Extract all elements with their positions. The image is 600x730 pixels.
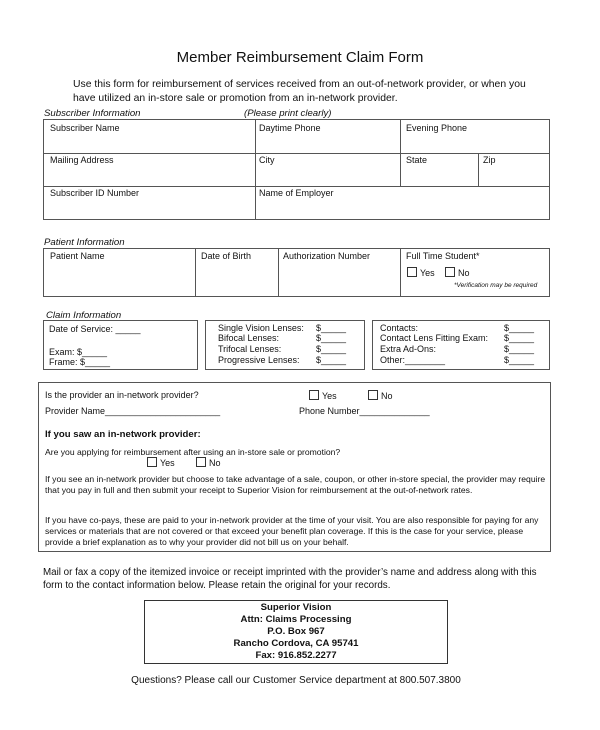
progressive-label: Progressive Lenses: [218,355,300,365]
in-network-yes-option[interactable] [309,390,337,401]
contacts-label: Contacts: [380,323,419,333]
subscriber-name-field[interactable]: Subscriber Name [50,123,120,133]
copay-explanation: If you have co-pays, these are paid to your in-network provider at the time of your visit. You are also responsible for paying for any services or materials that are not covered or that exceed your benefit plan coverage. If this is the case for your service, please provide a brief explanation as to why your provider did not bill us on your behalf. [45,515,539,547]
questions-footer: Questions? Please call our Customer Service department at 800.507.3800 [131,675,461,686]
zip-field[interactable]: Zip [483,155,496,165]
other-label[interactable]: Other:________ [380,355,446,365]
student-yes-label: Yes [420,268,435,278]
extra-addons-label: Extra Ad-Ons: [380,344,437,354]
student-no-label: No [458,268,470,278]
student-no-option[interactable] [445,267,470,278]
trifocal-amount[interactable]: $_____ [316,344,347,354]
instore-explanation: If you see an in-network provider but choose to take advantage of a sale, coupon, or other in-store special, the provider may require that you pay in full and then submit your receipt to Superior Vision for reimbursement at the out-of-network rates. [45,474,546,495]
form-title: Member Reimbursement Claim Form [176,49,424,66]
trifocal-label: Trifocal Lenses: [218,344,282,354]
patient-section-label: Patient Information [44,237,125,248]
instore-yes-checkbox[interactable] [147,457,157,467]
daytime-phone-field[interactable]: Daytime Phone [259,123,321,133]
student-no-checkbox[interactable] [445,267,455,277]
city-field[interactable]: City [259,155,275,165]
instore-yes-option[interactable] [147,457,175,468]
in-network-yes-checkbox[interactable] [309,390,319,400]
mailing-address-field[interactable]: Mailing Address [50,155,114,165]
po-box: P.O. Box 967 [267,626,325,637]
student-yes-option[interactable] [407,267,435,278]
instore-no-option[interactable] [196,457,221,468]
subscriber-id-field[interactable]: Subscriber ID Number [50,188,140,198]
subscriber-section-label: Subscriber Information [44,108,141,119]
fitting-exam-amount[interactable]: $_____ [504,333,535,343]
progressive-amount[interactable]: $_____ [316,355,347,365]
instore-question: Are you applying for reimbursement after using an in-store sale or promotion? [45,447,341,457]
bifocal-label: Bifocal Lenses: [218,333,280,343]
provider-name-field[interactable]: Provider Name_______________________ [45,406,221,416]
state-field[interactable]: State [406,155,428,165]
full-time-student-label: Full Time Student* [406,251,480,261]
in-network-no-option[interactable] [368,390,393,401]
contacts-amount[interactable]: $_____ [504,323,535,333]
patient-table [43,248,550,297]
attention-line: Attn: Claims Processing [240,614,352,625]
date-of-service-field[interactable]: Date of Service: _____ [49,324,141,334]
contacts-box [372,320,550,370]
address-box [144,600,448,664]
lenses-box [205,320,365,370]
provider-box [38,382,551,552]
extra-addons-amount[interactable]: $_____ [504,344,535,354]
fitting-exam-label: Contact Lens Fitting Exam: [380,333,489,343]
service-box [43,320,198,370]
exam-amount-field[interactable]: Exam: $_____ [49,347,108,357]
in-network-yes-label: Yes [322,391,337,401]
other-amount[interactable]: $_____ [504,355,535,365]
instore-no-checkbox[interactable] [196,457,206,467]
print-clearly-note: (Please print clearly) [244,108,332,119]
intro-text: Use this form for reimbursement of services received from an out-of-network provider, or when you have utilized an in-store sale or promotion from an in-network provider. [73,79,526,104]
in-network-question: Is the provider an in-network provider? [45,390,199,400]
instore-yes-label: Yes [160,458,175,468]
instore-no-label: No [209,458,221,468]
evening-phone-field[interactable]: Evening Phone [406,123,468,133]
claim-section-label: Claim Information [46,310,122,321]
frame-amount-field[interactable]: Frame: $_____ [49,357,111,367]
in-network-heading: If you saw an in-network provider: [45,429,201,440]
city-state-zip: Rancho Cordova, CA 95741 [233,638,359,649]
single-vision-amount[interactable]: $_____ [316,323,347,333]
verification-note: *Verification may be required [454,282,538,289]
company-name: Superior Vision [260,602,332,613]
student-yes-checkbox[interactable] [407,267,417,277]
mail-instructions: Mail or fax a copy of the itemized invoice or receipt imprinted with the provider’s name and address along with this form to the contact information below. Please retain the original for your records. [43,567,537,591]
in-network-no-label: No [381,391,393,401]
employer-field[interactable]: Name of Employer [259,188,334,198]
single-vision-label: Single Vision Lenses: [218,323,304,333]
bifocal-amount[interactable]: $_____ [316,333,347,343]
fax-number: Fax: 916.852.2277 [255,650,337,661]
patient-name-field[interactable]: Patient Name [50,251,105,261]
provider-phone-field[interactable]: Phone Number______________ [299,406,430,416]
in-network-no-checkbox[interactable] [368,390,378,400]
subscriber-table [43,119,550,220]
authorization-number-field[interactable]: Authorization Number [283,251,371,261]
date-of-birth-field[interactable]: Date of Birth [201,251,252,261]
